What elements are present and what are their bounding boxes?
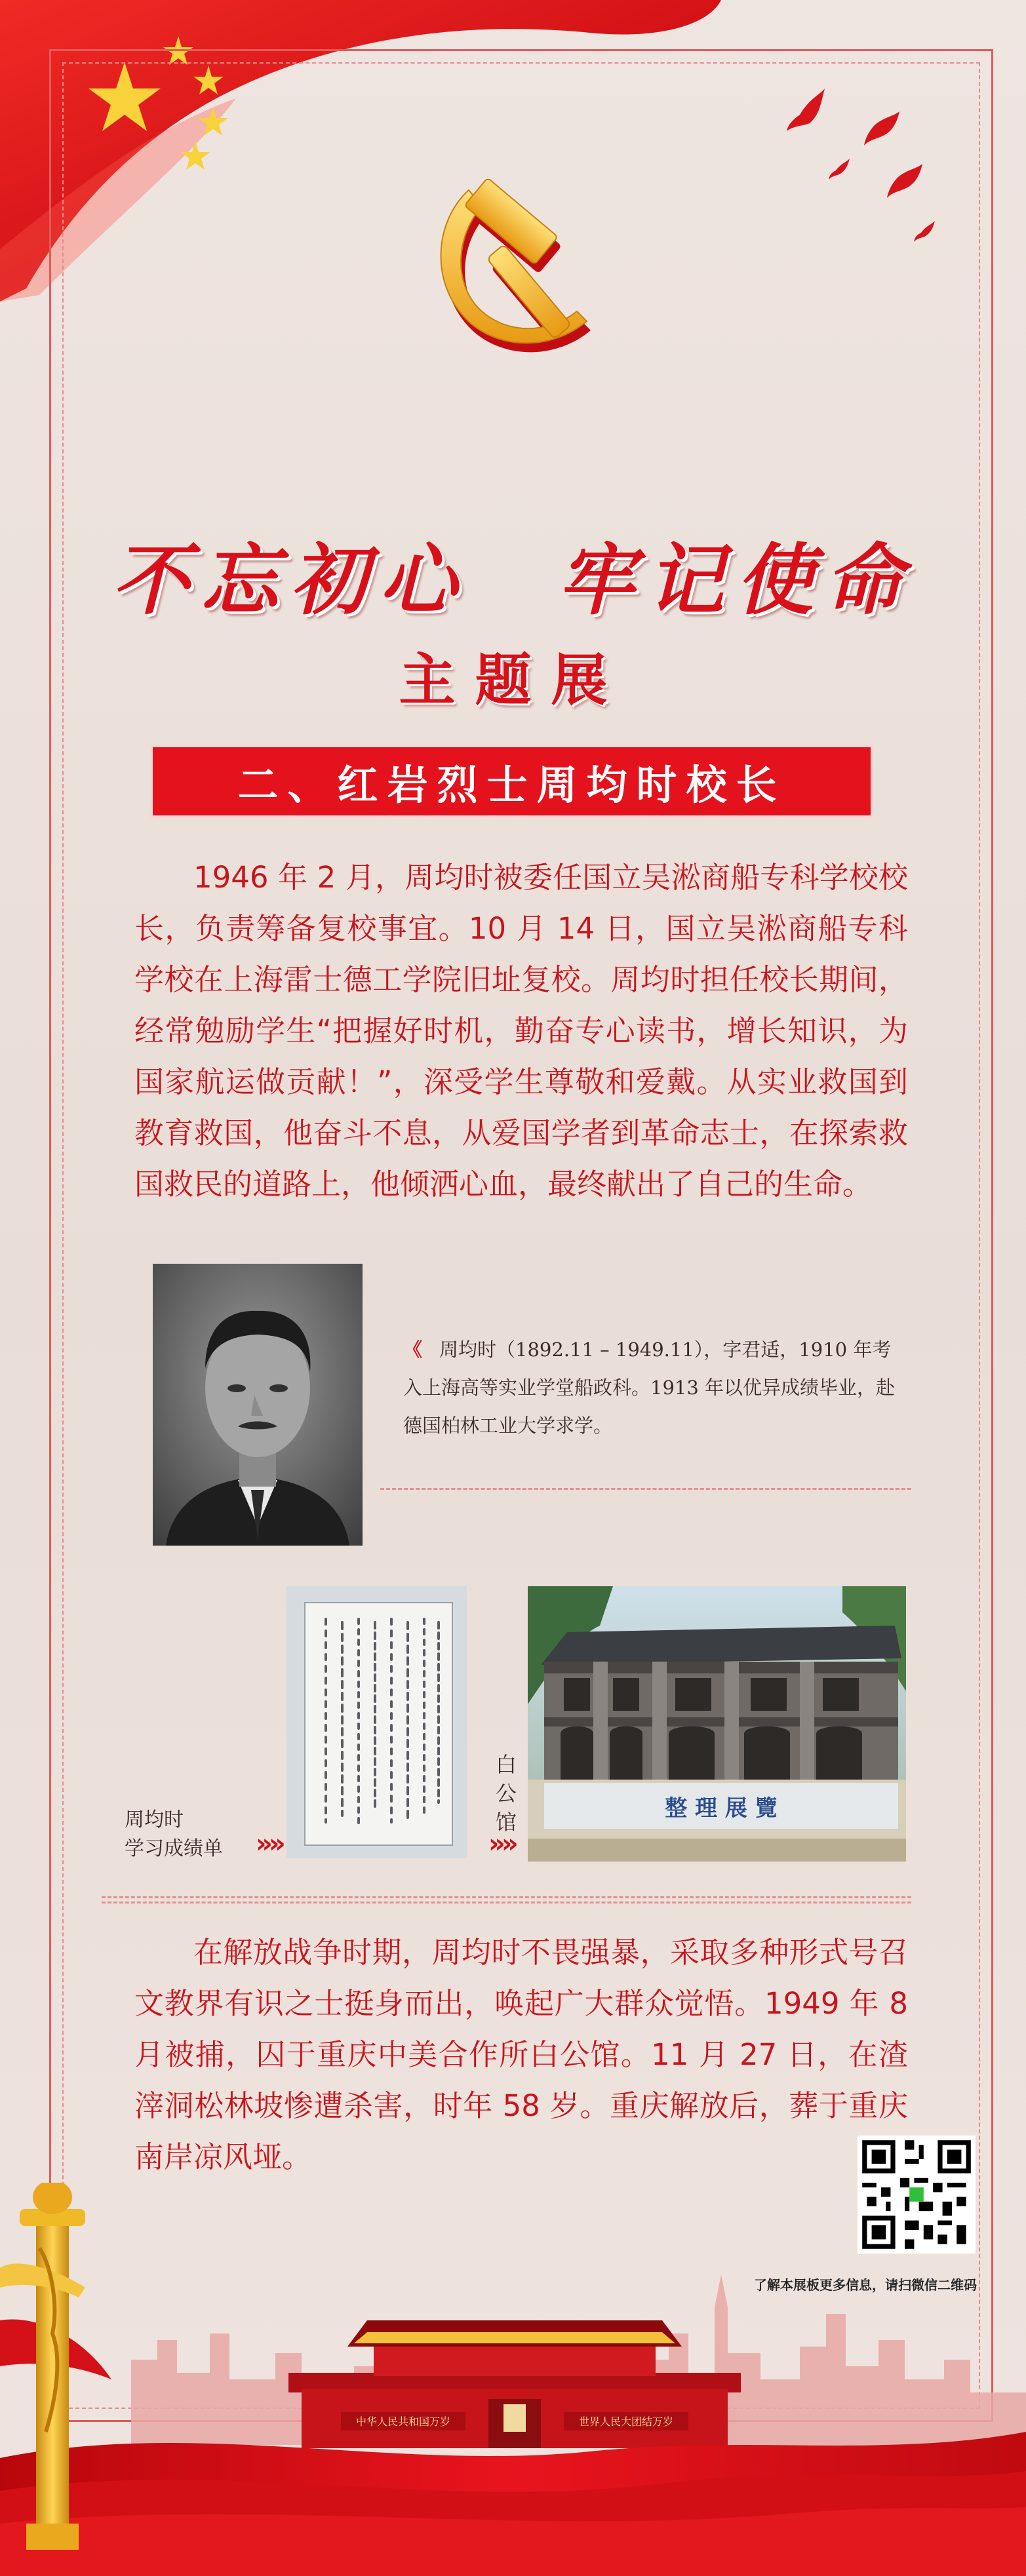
record-label-line2: 学习成绩单 bbox=[125, 1837, 223, 1860]
portrait-photo bbox=[153, 1264, 363, 1546]
divider bbox=[102, 1896, 911, 1898]
right-banner: 世界人民大团结万岁 bbox=[578, 2415, 674, 2428]
bottom-decoration bbox=[0, 2183, 1026, 2576]
intro-paragraph: 1946 年 2 月，周均时被委任国立吴淞商船专科学校校长，负责筹备复校事宜。10 月 14 日，国立吴淞商船专科学校在上海雷士德工学院旧址复校。周均时担任校长期间，经常勉励学生“把握好时机，勤奋专心读书，增长知识，为国家航运做贡献！”，深受学生尊敬和爱戴。从实业救国到教育救国，他奋斗不息，从爱国学者到革命志士，在探索救国救民的道路上，他倾洒心血，最终献出了自己的生命。 bbox=[134, 860, 908, 1201]
divider bbox=[380, 1488, 911, 1490]
record-label-line1: 周均时 bbox=[125, 1808, 184, 1831]
arrow-icon: »» bbox=[256, 1829, 282, 1859]
quote-mark: 《 bbox=[403, 1338, 423, 1361]
closing-paragraph: 在解放战争时期，周均时不畏强暴，采取多种形式号召文教界有识之士挺身而出，唤起广大群众觉悟。1949 年 8 月被捕，囚于重庆中美合作所白公馆。11 月 27 日，在渣滓洞松林坡惨遭杀害，时年 58 岁。重庆解放后，葬于重庆南岸凉风垭。 bbox=[134, 1935, 908, 2174]
building-label: 白公馆 bbox=[495, 1752, 517, 1835]
qr-note: 了解本展板更多信息，请扫微信二维码 bbox=[754, 2277, 977, 2293]
flying-doves-decoration bbox=[747, 85, 957, 282]
bai-residence-photo bbox=[528, 1586, 906, 1862]
divider bbox=[102, 1902, 911, 1903]
arrow-icon: »» bbox=[488, 1829, 515, 1859]
academic-record-photo bbox=[286, 1586, 467, 1858]
academic-record-label bbox=[125, 1806, 223, 1864]
building-sign: 整 理 展 覽 bbox=[665, 1795, 778, 1822]
portrait-caption bbox=[403, 1331, 901, 1445]
main-title: 不忘初心 牢记使命 bbox=[111, 534, 915, 625]
hammer-sickle-emblem bbox=[420, 177, 629, 374]
subtitle: 主题展 bbox=[399, 648, 627, 713]
left-banner: 中华人民共和国万岁 bbox=[355, 2415, 451, 2428]
section-heading-bar bbox=[153, 747, 871, 815]
portrait-caption-text: 周均时（1892.11 – 1949.11），字君适，1910 年考入上海高等实业学堂船政科。1913 年以优异成绩毕业，赴德国柏林工业大学求学。 bbox=[403, 1338, 896, 1437]
section-heading: 二、红岩烈士周均时校长 bbox=[237, 760, 786, 809]
